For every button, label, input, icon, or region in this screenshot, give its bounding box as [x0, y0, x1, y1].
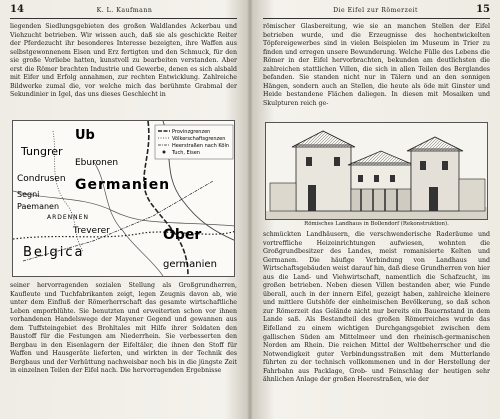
map-label: Germanien	[75, 177, 171, 193]
map-figure	[12, 120, 235, 277]
map-label: Treverer	[73, 226, 110, 236]
map-label: Eburonen	[75, 158, 119, 168]
map-label: Ub	[75, 128, 95, 143]
figure-caption: Römisches Landhaus in Bollendorf (Rekonstruktion).	[304, 221, 449, 227]
map-label: Condrusen	[17, 174, 66, 184]
left-paragraph-bottom: seiner hervorragenden sozialen Stellung als Großgrundherren, Kaufleute und Tuchfabrikanten zeigt, legen Zeugnis davon ab, wie unter dem Einfluß der Römerherrschaft das gesamte wirtschaftliche Leben emporblühte. Sie benutzten und erweiterten schon vor ihnen vorhandenen Handelswege der Mayener Gegend und gewannen aus dem Tuffsteingebiet des Brohltales mit Hilfe ihrer Soldaten den Baustoff für die Festungen am Niederrhein. Sie verbesserten den Bergbau in den Eisenlagern der Eifeltäler, die ihnen den Stoff für Waffen und Hausgeräte lieferten, und wirkten in der Technik des Bergbaus und der Verhüttung nachweisbar noch bis in die jüngste Zeit in einzelnen Teilen der Eifel nach. Die hervorragenden Ergebnisse	[10, 282, 237, 375]
map-label: germanien	[163, 259, 217, 270]
map-label: Segni	[17, 190, 40, 199]
right-running-title: Die Eifel zur Römerzeit	[333, 7, 418, 14]
right-running-head	[263, 4, 490, 19]
map-label: Tungrer	[21, 145, 63, 158]
villa-illustration	[265, 122, 488, 220]
roman-provinces-map	[13, 121, 235, 276]
legend-item: Provinzgrenzen	[172, 129, 211, 135]
villa-drawing	[266, 123, 488, 219]
map-label: ARDENNEN	[47, 214, 89, 221]
left-page	[0, 0, 247, 419]
right-paragraph-top: römischer Glasbereitung, wie sie an manchen Stellen der Eifel betrieben wurde, und die Erzeugnisse des hochentwickelten Töpfereigewerbes sind in vielen Beispielen im Museum in Trier zu finden und erregen unsere Bewunderung. Welche Fülle des Lebens die Römer in der Eifel hervorbrachten, bekunden am deutlichsten die zahlreichen stattlichen Villen, die sich in allen Teilen des Berglandes befanden. Sie standen nicht nur in Tälern und an den sonnigen Hängen, sondern auch an Stellen, die heute als öde mit Ginster und Heide bestandene Flächen daliegen. In diesen mit Mosaiken und Skulpturen reich ge-	[263, 23, 490, 107]
left-running-title: K. L. Kaufmann	[96, 7, 153, 14]
map-label: Ober	[163, 227, 202, 243]
left-paragraph-top: liegenden Siedlungsgebieten des großen Waldlandes Ackerbau und Viehzucht betrieben. Wir wissen auch, daß sie als geschickte Reiter der Pferdezucht ihr besonderes Interesse bezeigten, ihre Waffen aus selbstgewonnenem Eisen und Erz fertigten und den Schmuck, für den sie große Vorliebe hatten, kunstvoll zu bearbeiten verstanden. Aber erst die Römer brachten Industrie und Gewerbe, denen es sich alsbald mit Eifer und Erfolg annahmen, zur rechten Entwicklung. Zahlreiche Bildwerke zumal die, vor welche mich das berühmte Grabmal der Sekundinier in Igel, das uns dieses Geschlecht in	[10, 23, 237, 99]
map-label: Paemanen	[17, 202, 60, 211]
right-paragraph-bottom: schmückten Landhäusern, die verschwenderische Raderäume und vortreffliche Heizeinrichtungen aufwiesen, wohnten die Großgrundbesitzer des Landes, meist romanisierte Kelten und Germanen. Die häufige Verbindung von Landhaus und Wirtschaftsgebäuden weist darauf hin, daß diese Grundherren von hier aus die Land- und Viehwirtschaft, namentlich die Schafzucht, im großen betrieben. Neben diesen Villen bestanden aber, wie Funde überall, auch in der innern Eifel, gezeigt haben, zahlreiche kleinere und mittlere Gutshöfe der einheimischen Bevölkerung, so daß schon zur Römerzeit das Gelände nicht nur bereits ein Bauernstand in dem Lande saß. Als Bestandteil des großen Römerreiches wurde das Eifelland zu einem wichtigen Durchgangsgebiet zwischen dem gallischen Süden am Mittelmeer und den rheinisch-germanischen Norden am Rhein. Die reichen Mittel der Weltbeherrscher und die Notwendigkeit guter Verbindungsstraßen mit dem Mutterlande führten zu der technisch vollkommenen und in der Herstellung der Fahrbahn aus Packlage, Grob- und Feinschlag der heutigen sehr ähnlichen Anlage der großen Heerestraßen, wie der	[263, 231, 490, 384]
right-page-number: 15	[476, 4, 490, 15]
legend-item: Völkerschaftsgrenzen	[172, 136, 226, 142]
legend-item: Heerstraßen nach Köln	[172, 143, 230, 149]
legend-item: Tuch, Eisen	[172, 150, 200, 156]
map-label: Belgica	[23, 245, 85, 260]
left-running-head	[10, 4, 237, 19]
left-page-number: 14	[10, 4, 24, 15]
right-page	[253, 0, 500, 419]
